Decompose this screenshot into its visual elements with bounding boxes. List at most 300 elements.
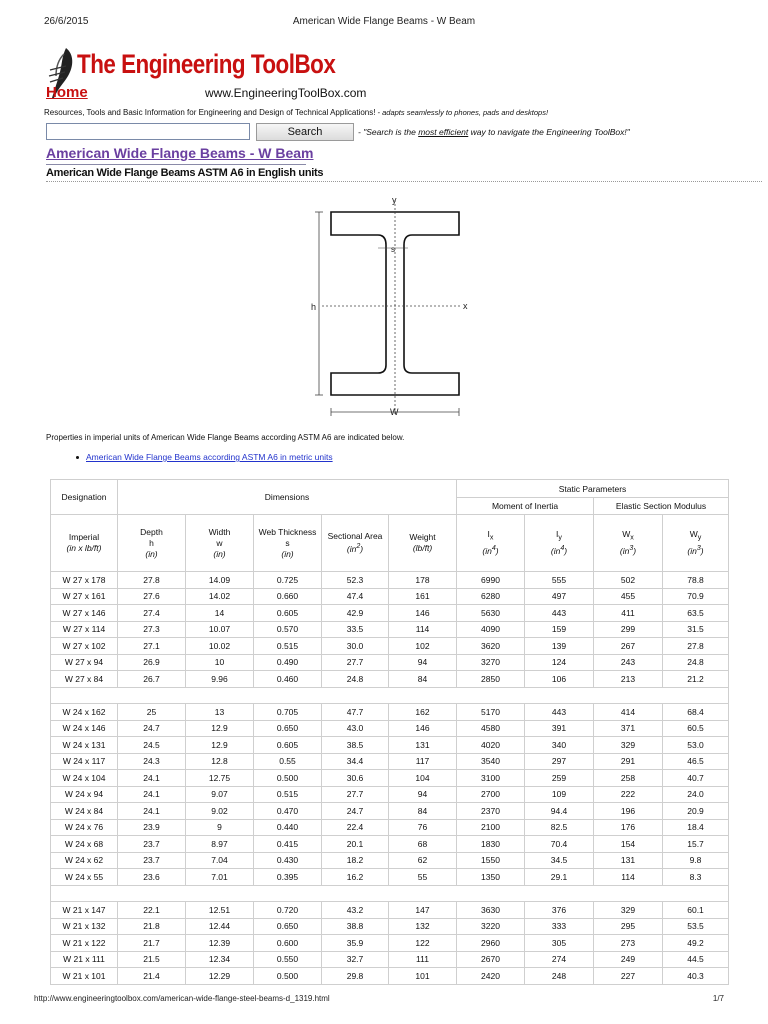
- print-page-number: 1/7: [712, 994, 724, 1003]
- table-cell: W 21 x 132: [51, 918, 118, 935]
- table-cell: 24.7: [118, 720, 186, 737]
- search-quote-post: way to navigate the Engineering ToolBox!": [468, 127, 630, 137]
- table-cell: 340: [525, 737, 594, 754]
- table-cell: 49.2: [663, 935, 729, 952]
- table-cell: 329: [594, 902, 663, 919]
- table-row: [51, 803, 729, 820]
- table-row: [51, 836, 729, 853]
- table-cell: 21.8: [118, 918, 186, 935]
- table-row: [51, 621, 729, 638]
- table-row: [51, 588, 729, 605]
- table-cell: 1350: [457, 869, 525, 886]
- header-width: Width w (in): [186, 515, 254, 572]
- table-cell: 63.5: [663, 605, 729, 622]
- table-cell: W 24 x 162: [51, 704, 118, 721]
- table-cell: 7.04: [186, 852, 254, 869]
- header-weight: Weight (lb/ft): [389, 515, 457, 572]
- table-cell: 20.9: [663, 803, 729, 820]
- table-cell: W 24 x 68: [51, 836, 118, 853]
- table-cell: 0.550: [254, 951, 322, 968]
- table-row: [51, 819, 729, 836]
- table-cell: 60.5: [663, 720, 729, 737]
- table-cell: 18.2: [322, 852, 389, 869]
- intro-paragraph: Properties in imperial units of American Wide Flange Beams according ASTM A6 are indicated below.: [46, 433, 405, 442]
- table-cell: 1550: [457, 852, 525, 869]
- table-cell: 82.5: [525, 819, 594, 836]
- table-row: [51, 869, 729, 886]
- table-cell: 274: [525, 951, 594, 968]
- label-h: h: [311, 302, 317, 312]
- table-cell: 27.8: [663, 638, 729, 655]
- table-cell: 47.7: [322, 704, 389, 721]
- table-cell: 30.6: [322, 770, 389, 787]
- table-cell: 12.9: [186, 720, 254, 737]
- table-row: [51, 572, 729, 589]
- table-cell: 53.5: [663, 918, 729, 935]
- label-w: W: [390, 407, 399, 417]
- table-row: [51, 968, 729, 985]
- table-cell: 0.600: [254, 935, 322, 952]
- table-cell: W 27 x 161: [51, 588, 118, 605]
- table-cell: 0.515: [254, 638, 322, 655]
- table-cell: 0.515: [254, 786, 322, 803]
- table-cell: 31.5: [663, 621, 729, 638]
- table-cell: 3540: [457, 753, 525, 770]
- table-cell: 12.39: [186, 935, 254, 952]
- table-cell: 12.29: [186, 968, 254, 985]
- beam-properties-table: [50, 479, 729, 985]
- table-cell: 0.440: [254, 819, 322, 836]
- table-cell: 106: [525, 671, 594, 688]
- table-cell: 84: [389, 803, 457, 820]
- table-cell: W 24 x 146: [51, 720, 118, 737]
- table-cell: 147: [389, 902, 457, 919]
- table-cell: 20.1: [322, 836, 389, 853]
- table-row: [51, 902, 729, 919]
- table-cell: W 27 x 102: [51, 638, 118, 655]
- table-cell: 111: [389, 951, 457, 968]
- table-cell: 124: [525, 654, 594, 671]
- page-subtitle: American Wide Flange Beams ASTM A6 in English units: [46, 167, 324, 179]
- table-cell: 52.3: [322, 572, 389, 589]
- table-cell: 122: [389, 935, 457, 952]
- page-title[interactable]: American Wide Flange Beams - W Beam: [46, 145, 314, 161]
- search-quote-emphasis: most efficient: [418, 127, 469, 137]
- table-cell: 13: [186, 704, 254, 721]
- table-cell: 30.0: [322, 638, 389, 655]
- table-cell: 24.1: [118, 803, 186, 820]
- table-cell: 132: [389, 918, 457, 935]
- table-cell: 24.7: [322, 803, 389, 820]
- table-cell: 40.3: [663, 968, 729, 985]
- table-cell: 0.605: [254, 605, 322, 622]
- table-cell: 10.07: [186, 621, 254, 638]
- table-cell: 10: [186, 654, 254, 671]
- table-cell: 25: [118, 704, 186, 721]
- table-cell: 26.7: [118, 671, 186, 688]
- table-cell: 497: [525, 588, 594, 605]
- search-button[interactable]: Search: [256, 123, 354, 141]
- table-cell: 29.1: [525, 869, 594, 886]
- table-cell: 40.7: [663, 770, 729, 787]
- search-quote: [358, 127, 630, 137]
- table-cell: 47.4: [322, 588, 389, 605]
- table-cell: 248: [525, 968, 594, 985]
- table-cell: 0.500: [254, 968, 322, 985]
- metric-units-item: [76, 452, 333, 462]
- table-cell: 9: [186, 819, 254, 836]
- table-cell: 411: [594, 605, 663, 622]
- table-cell: 9.8: [663, 852, 729, 869]
- table-cell: 76: [389, 819, 457, 836]
- table-cell: 68.4: [663, 704, 729, 721]
- table-cell: 29.8: [322, 968, 389, 985]
- table-cell: 62: [389, 852, 457, 869]
- table-cell: 102: [389, 638, 457, 655]
- table-cell: 159: [525, 621, 594, 638]
- table-cell: 258: [594, 770, 663, 787]
- table-cell: 27.6: [118, 588, 186, 605]
- tagline-adapts: - adapts seamlessly to phones, pads and desktops!: [375, 108, 549, 117]
- table-cell: 502: [594, 572, 663, 589]
- site-url: www.EngineeringToolBox.com: [205, 86, 367, 100]
- header-web-thickness: Web Thickness s (in): [254, 515, 322, 572]
- table-cell: 0.460: [254, 671, 322, 688]
- table-cell: 26.9: [118, 654, 186, 671]
- table-cell: 178: [389, 572, 457, 589]
- table-cell: 34.5: [525, 852, 594, 869]
- table-cell: 27.8: [118, 572, 186, 589]
- table-cell: W 24 x 117: [51, 753, 118, 770]
- print-header: [44, 16, 724, 30]
- table-cell: 3620: [457, 638, 525, 655]
- table-row: [51, 753, 729, 770]
- table-cell: 154: [594, 836, 663, 853]
- table-cell: W 24 x 84: [51, 803, 118, 820]
- table-cell: W 24 x 62: [51, 852, 118, 869]
- table-cell: 6280: [457, 588, 525, 605]
- table-separator-row: [51, 687, 729, 704]
- table-cell: 0.660: [254, 588, 322, 605]
- search-quote-pre: - "Search is the: [358, 127, 419, 137]
- table-cell: 0.605: [254, 737, 322, 754]
- table-cell: 21.2: [663, 671, 729, 688]
- table-cell: 18.4: [663, 819, 729, 836]
- table-cell: 70.4: [525, 836, 594, 853]
- table-cell: 243: [594, 654, 663, 671]
- w-beam-section-diagram: [300, 190, 480, 425]
- table-cell: 6990: [457, 572, 525, 589]
- table-cell: 12.8: [186, 753, 254, 770]
- table-cell: 117: [389, 753, 457, 770]
- table-cell: 0.430: [254, 852, 322, 869]
- table-cell: 68: [389, 836, 457, 853]
- table-cell: 23.7: [118, 852, 186, 869]
- header-sectional-area: Sectional Area $(in^2)$: [322, 515, 389, 572]
- table-cell: 0.490: [254, 654, 322, 671]
- table-row: [51, 638, 729, 655]
- table-cell: 0.415: [254, 836, 322, 853]
- table-cell: 329: [594, 737, 663, 754]
- table-cell: 0.650: [254, 720, 322, 737]
- table-cell: 27.1: [118, 638, 186, 655]
- table-cell: 15.7: [663, 836, 729, 853]
- table-cell: 297: [525, 753, 594, 770]
- subtitle-divider: [46, 181, 762, 182]
- table-cell: 3100: [457, 770, 525, 787]
- table-cell: 8.3: [663, 869, 729, 886]
- table-cell: 27.3: [118, 621, 186, 638]
- search-input[interactable]: [46, 123, 250, 140]
- table-cell: W 24 x 55: [51, 869, 118, 886]
- table-cell: 7.01: [186, 869, 254, 886]
- table-cell: 9.96: [186, 671, 254, 688]
- beam-outline: [331, 212, 459, 395]
- table-cell: 46.5: [663, 753, 729, 770]
- table-cell: 38.5: [322, 737, 389, 754]
- table-cell: 0.705: [254, 704, 322, 721]
- label-s: s: [391, 245, 395, 254]
- title-divider: [46, 164, 306, 165]
- table-cell: 24.0: [663, 786, 729, 803]
- table-cell: 291: [594, 753, 663, 770]
- table-cell: 22.1: [118, 902, 186, 919]
- header-moment-of-inertia: Moment of Inertia: [457, 498, 594, 515]
- table-cell: 162: [389, 704, 457, 721]
- table-cell: 2850: [457, 671, 525, 688]
- table-cell: 333: [525, 918, 594, 935]
- print-title: American Wide Flange Beams - W Beam: [292, 16, 476, 27]
- table-cell: 249: [594, 951, 663, 968]
- table-cell: 139: [525, 638, 594, 655]
- table-cell: 43.2: [322, 902, 389, 919]
- table-row: [51, 852, 729, 869]
- print-url: http://www.engineeringtoolbox.com/american-wide-flange-steel-beams-d_1319.html: [34, 994, 330, 1003]
- table-row: [51, 786, 729, 803]
- table-cell: 4580: [457, 720, 525, 737]
- table-cell: 38.8: [322, 918, 389, 935]
- table-cell: 23.6: [118, 869, 186, 886]
- header-elastic-section-modulus: Elastic Section Modulus: [594, 498, 729, 515]
- table-cell: 2670: [457, 951, 525, 968]
- header-wy: $W_y$ $(in^3)$: [663, 515, 729, 572]
- table-cell: 24.1: [118, 770, 186, 787]
- table-cell: 12.51: [186, 902, 254, 919]
- table-cell: W 24 x 76: [51, 819, 118, 836]
- table-cell: 2370: [457, 803, 525, 820]
- table-cell: 16.2: [322, 869, 389, 886]
- table-cell: 44.5: [663, 951, 729, 968]
- header-static-parameters: Static Parameters: [457, 480, 729, 498]
- table-cell: 273: [594, 935, 663, 952]
- table-cell: 259: [525, 770, 594, 787]
- table-cell: W 27 x 94: [51, 654, 118, 671]
- logo-text: The Engineering ToolBox: [77, 49, 336, 79]
- table-cell: 455: [594, 588, 663, 605]
- table-cell: 94: [389, 786, 457, 803]
- table-cell: 196: [594, 803, 663, 820]
- table-cell: 23.7: [118, 836, 186, 853]
- table-cell: 0.500: [254, 770, 322, 787]
- table-cell: 101: [389, 968, 457, 985]
- table-cell: 94: [389, 654, 457, 671]
- table-row: [51, 737, 729, 754]
- table-cell: 10.02: [186, 638, 254, 655]
- table-cell: 43.0: [322, 720, 389, 737]
- table-cell: 267: [594, 638, 663, 655]
- header-designation: Designation: [51, 480, 118, 515]
- table-cell: 94.4: [525, 803, 594, 820]
- table-cell: 23.9: [118, 819, 186, 836]
- table-row: [51, 654, 729, 671]
- header-dimensions: Dimensions: [118, 480, 457, 515]
- table-cell: 22.4: [322, 819, 389, 836]
- table-cell: 0.470: [254, 803, 322, 820]
- table-row: [51, 770, 729, 787]
- table-cell: 34.4: [322, 753, 389, 770]
- table-cell: 24.5: [118, 737, 186, 754]
- label-x: x: [463, 301, 468, 311]
- table-row: [51, 704, 729, 721]
- header-iy: $I_y$ $(in^4)$: [525, 515, 594, 572]
- header-imperial: Imperial (in x lb/ft): [51, 515, 118, 572]
- table-cell: 14.02: [186, 588, 254, 605]
- table-cell: 21.5: [118, 951, 186, 968]
- table-cell: 24.8: [663, 654, 729, 671]
- table-cell: 3630: [457, 902, 525, 919]
- table-cell: W 21 x 101: [51, 968, 118, 985]
- table-cell: 12.34: [186, 951, 254, 968]
- table-row: [51, 935, 729, 952]
- table-cell: 4090: [457, 621, 525, 638]
- header-depth: Depth h (in): [118, 515, 186, 572]
- table-cell: 27.7: [322, 654, 389, 671]
- table-cell: 3220: [457, 918, 525, 935]
- table-cell: 3270: [457, 654, 525, 671]
- table-cell: 0.55: [254, 753, 322, 770]
- table-cell: 443: [525, 605, 594, 622]
- table-cell: 2700: [457, 786, 525, 803]
- table-cell: 5630: [457, 605, 525, 622]
- table-cell: 0.395: [254, 869, 322, 886]
- table-cell: 53.0: [663, 737, 729, 754]
- table-cell: W 24 x 131: [51, 737, 118, 754]
- table-cell: 2960: [457, 935, 525, 952]
- table-cell: W 27 x 84: [51, 671, 118, 688]
- table-cell: 12.75: [186, 770, 254, 787]
- table-cell: 14: [186, 605, 254, 622]
- table-cell: 391: [525, 720, 594, 737]
- table-cell: 299: [594, 621, 663, 638]
- table-cell: 27.7: [322, 786, 389, 803]
- table-cell: 9.07: [186, 786, 254, 803]
- table-cell: 12.9: [186, 737, 254, 754]
- table-cell: 35.9: [322, 935, 389, 952]
- table-row: [51, 605, 729, 622]
- table-cell: 376: [525, 902, 594, 919]
- table-cell: W 27 x 146: [51, 605, 118, 622]
- table-cell: 4020: [457, 737, 525, 754]
- table-cell: 14.09: [186, 572, 254, 589]
- table-cell: 131: [594, 852, 663, 869]
- table-cell: 146: [389, 605, 457, 622]
- metric-units-link[interactable]: American Wide Flange Beams according ASTM A6 in metric units: [86, 452, 333, 462]
- table-cell: 55: [389, 869, 457, 886]
- table-cell: W 21 x 111: [51, 951, 118, 968]
- table-cell: 21.4: [118, 968, 186, 985]
- table-cell: 12.44: [186, 918, 254, 935]
- table-cell: 84: [389, 671, 457, 688]
- home-link[interactable]: Home: [46, 84, 88, 101]
- table-cell: W 21 x 147: [51, 902, 118, 919]
- tagline: [44, 108, 548, 117]
- tagline-main: Resources, Tools and Basic Information for Engineering and Design of Technical Applications!: [44, 108, 376, 117]
- table-cell: 146: [389, 720, 457, 737]
- table-cell: 414: [594, 704, 663, 721]
- table-cell: 213: [594, 671, 663, 688]
- table-row: [51, 671, 729, 688]
- table-cell: 42.9: [322, 605, 389, 622]
- table-cell: 176: [594, 819, 663, 836]
- table-cell: 161: [389, 588, 457, 605]
- print-footer: [34, 994, 724, 1008]
- print-date: 26/6/2015: [44, 16, 89, 27]
- table-cell: 78.8: [663, 572, 729, 589]
- table-cell: 295: [594, 918, 663, 935]
- table-cell: W 27 x 114: [51, 621, 118, 638]
- table-cell: 1830: [457, 836, 525, 853]
- table-cell: 5170: [457, 704, 525, 721]
- table-cell: 109: [525, 786, 594, 803]
- table-cell: W 21 x 122: [51, 935, 118, 952]
- table-body: [51, 572, 729, 985]
- table-cell: 2100: [457, 819, 525, 836]
- table-cell: 305: [525, 935, 594, 952]
- table-cell: W 24 x 104: [51, 770, 118, 787]
- table-cell: 24.1: [118, 786, 186, 803]
- table-cell: 371: [594, 720, 663, 737]
- table-cell: 24.8: [322, 671, 389, 688]
- table-cell: 131: [389, 737, 457, 754]
- table-cell: 222: [594, 786, 663, 803]
- table-cell: 0.720: [254, 902, 322, 919]
- table-cell: 0.650: [254, 918, 322, 935]
- table-row: [51, 918, 729, 935]
- table-cell: 27.4: [118, 605, 186, 622]
- header-wx: $W_x$ $(in^3)$: [594, 515, 663, 572]
- table-cell: 9.02: [186, 803, 254, 820]
- label-y: y: [392, 195, 397, 205]
- table-cell: 227: [594, 968, 663, 985]
- table-cell: 0.725: [254, 572, 322, 589]
- table-cell: 0.570: [254, 621, 322, 638]
- table-cell: 104: [389, 770, 457, 787]
- table-cell: 70.9: [663, 588, 729, 605]
- table-cell: 33.5: [322, 621, 389, 638]
- table-cell: 32.7: [322, 951, 389, 968]
- table-cell: 555: [525, 572, 594, 589]
- table-cell: W 24 x 94: [51, 786, 118, 803]
- table-cell: 60.1: [663, 902, 729, 919]
- table-row: [51, 951, 729, 968]
- table-cell: 8.97: [186, 836, 254, 853]
- table-cell: 21.7: [118, 935, 186, 952]
- table-cell: 2420: [457, 968, 525, 985]
- table-cell: 114: [594, 869, 663, 886]
- header-ix: $I_x$ $(in^4)$: [457, 515, 525, 572]
- bullet-dot: [76, 456, 79, 459]
- table-row: [51, 720, 729, 737]
